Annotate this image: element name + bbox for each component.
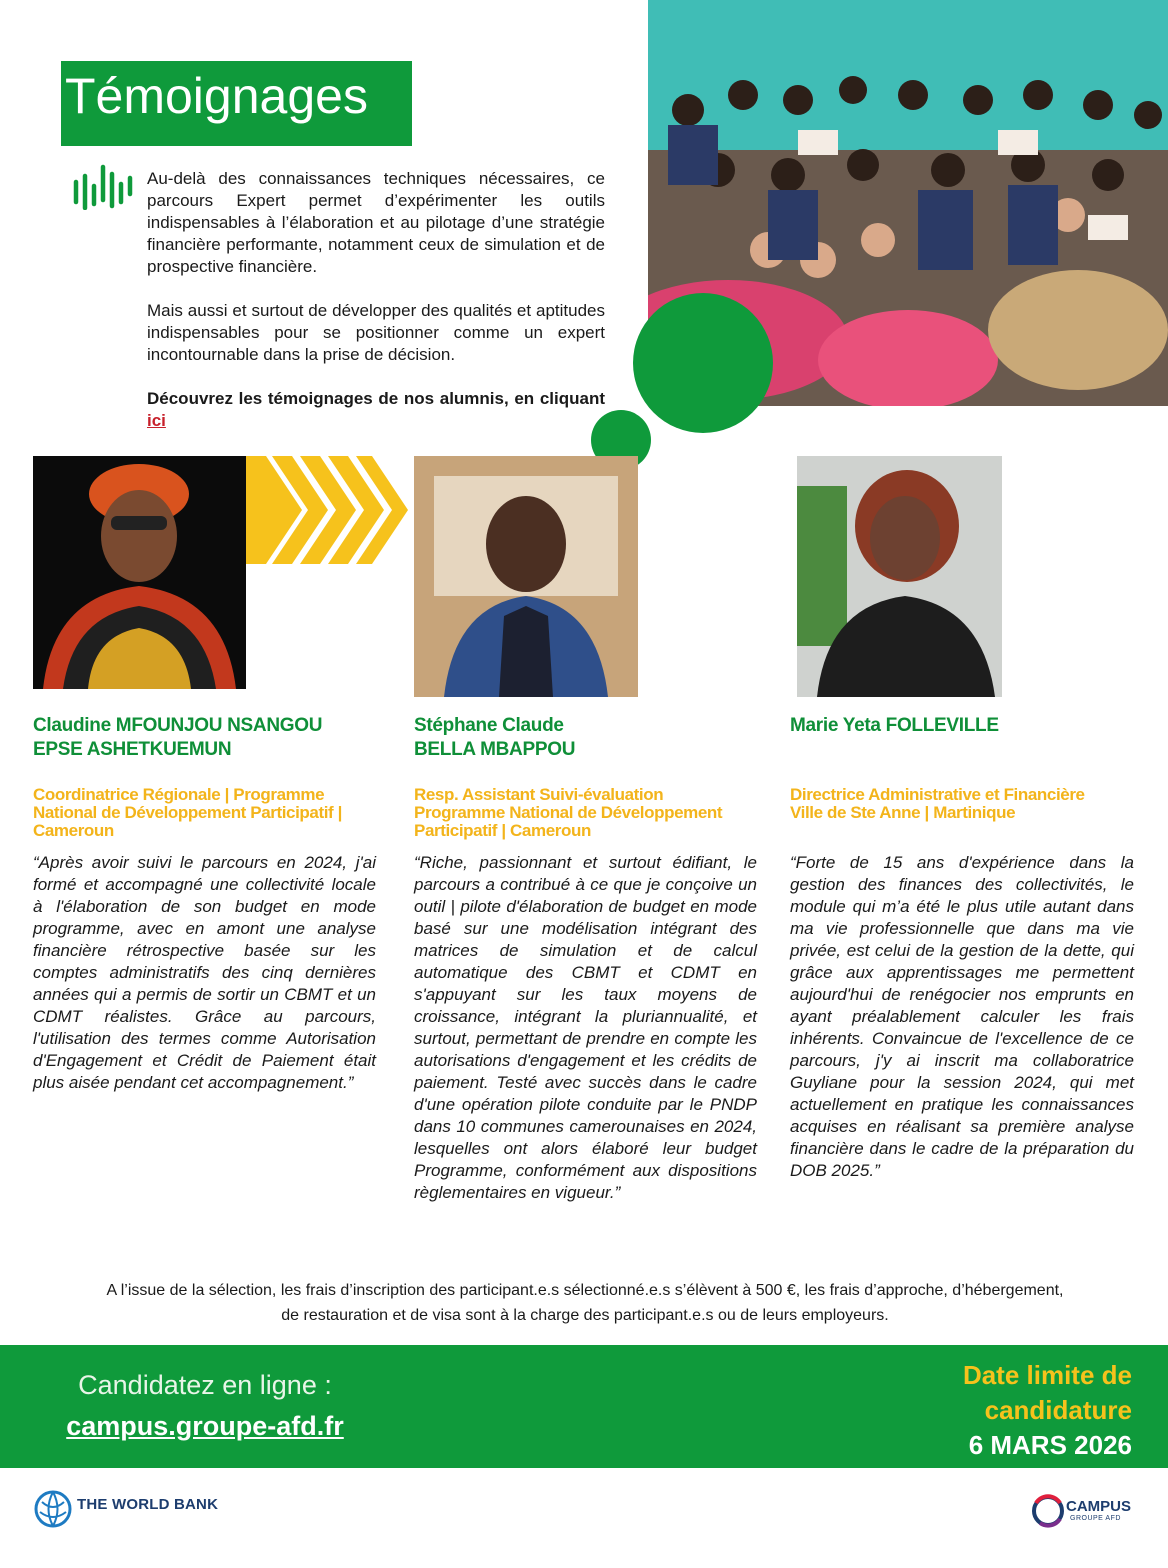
large-green-circle (633, 293, 773, 433)
world-bank-logo-text: THE WORLD BANK (77, 1496, 219, 1513)
apply-url-link[interactable]: campus.groupe-afd.fr (66, 1411, 344, 1441)
testimonial-3-quote: “Forte de 15 ans d'expérience dans la gestion des finances des collectivités, le module qui m’a été le plus utile autant dans ma vie professionnelle que dans ma vie privée, est celui de la gestion de la dette, qui grâce aux apprentissages me permettent aujourd'hui de renégocier nos emprunts en ayant préalablement calculer les frais inhérents. Convaincue de l'excellence de ce parcours, j'y ai inscrit ma collaboratrice Guyliane pour la session 2024, qui met actuellement en pratique les connaissances acquises en réalisant sa première analyse financière dans le cadre de la préparation du DOB 2025.” (790, 853, 1134, 1180)
fees-line-1: A l’issue de la sélection, les frais d’inscription des participant.e.s sélectionné.e.s s’élèvent à 500 €, les frais d’approche, d’hébergement, (106, 1282, 1064, 1299)
soundwave-icon (73, 164, 135, 210)
portrait-stephane (414, 456, 638, 697)
testimonial-2-quote: “Riche, passionnant et surtout édifiant, le parcours a contribué à ce que je conçoive un outil | pilote d'élaboration de budget en mode basé sur une modélisation intégrant des matrices de simulation et de calcul automatique des CBMT et CDMT en s'appuyant sur les taux moyens de croissance, intégrant la pluriannualité, et surtout, permettant de prendre en compte les autorisations d'engagement et les crédits de paiement. Testé avec succès dans le cadre d'une opération pilote conduite par le PNDP dans 10 communes camerounaises en 2024, lesquelles ont alors élaboré leur budget Programme, conformément aux dispositions règlementaires en vigueur.” (414, 853, 757, 1202)
deadline-line-2: candidature (984, 1395, 1132, 1425)
portrait-claudine (33, 456, 246, 689)
campus-logo-subtext: GROUPE AFD (1070, 1515, 1121, 1522)
testimonial-3-role: Directrice Administrative et Financière Ville de Ste Anne | Martinique (790, 785, 1085, 822)
intro-paragraph-2: Mais aussi et surtout de développer des qualités et aptitudes indispensables pour se positionner comme un expert incontournable dans la prise de décision. (147, 301, 605, 364)
testimonial-1-name-line2: EPSE ASHETKUEMUN (33, 739, 232, 760)
testimonial-3-name-line1: Marie Yeta FOLLEVILLE (790, 715, 999, 736)
testimonial-1-quote: “Après avoir suivi le parcours en 2024, j'ai formé et accompagné une collectivité locale à l'élaboration de son budget en mode programme, avec en amont une analyse financière rétrospective basée sur les comptes administratifs des cinq dernières années qui a permis de sortir un CBMT et un CDMT réalistes. Grâce au parcours, l'utilisation des termes comme Autorisation d'Engagement et Crédit de Paiement était plus aisée pendant cet accompagnement.” (33, 853, 376, 1092)
deadline-line-1: Date limite de (962, 1360, 1132, 1390)
campus-logo-text: CAMPUS (1066, 1498, 1132, 1515)
chevron-arrows-icon (246, 456, 408, 576)
testimonial-2-name (414, 714, 764, 762)
portrait-marie (797, 456, 1002, 697)
cta-text: Découvrez les témoignages de nos alumnis, en cliquant (147, 389, 605, 408)
testimonial-2-role: Resp. Assistant Suivi-évaluation Programme National de Développement Participatif | Cameroun (414, 785, 723, 840)
fees-notice (60, 1278, 1110, 1328)
apply-label: Candidatez en ligne : (78, 1370, 332, 1400)
testimonials-link[interactable]: ici (147, 411, 166, 430)
testimonial-1-role: Coordinatrice Régionale | Programme National de Développement Participatif | Cameroun (33, 785, 342, 840)
testimonial-1-name-line1: Claudine MFOUNJOU NSANGOU (33, 715, 323, 736)
testimonial-2-name-line1: Stéphane Claude (414, 715, 564, 736)
deadline-block (880, 1358, 1132, 1463)
intro-paragraph-1: Au-delà des connaissances techniques nécessaires, ce parcours Expert permet d’expérimenter les outils indispensables à l’élaboration et au pilotage d’une stratégie financière performante, notamment ceux de simulation et de prospective financière. (147, 169, 605, 276)
testimonial-2-name-line2: BELLA MBAPPOU (414, 739, 576, 760)
portrait-stephane-illustration (414, 456, 638, 697)
page-title: Témoignages (61, 61, 412, 146)
portrait-claudine-illustration (33, 456, 246, 689)
intro-text (147, 168, 605, 454)
portrait-marie-illustration (797, 456, 1002, 697)
campus-logo-icon (1030, 1493, 1066, 1529)
deadline-date: 6 MARS 2026 (968, 1430, 1132, 1460)
testimonial-3-name (790, 714, 1140, 738)
world-bank-globe-icon (34, 1490, 72, 1528)
intro-cta (147, 388, 605, 432)
fees-line-2: de restauration et de visa sont à la charge des participant.e.s ou de leurs employeurs. (281, 1307, 889, 1324)
testimonial-1-name (33, 714, 383, 762)
